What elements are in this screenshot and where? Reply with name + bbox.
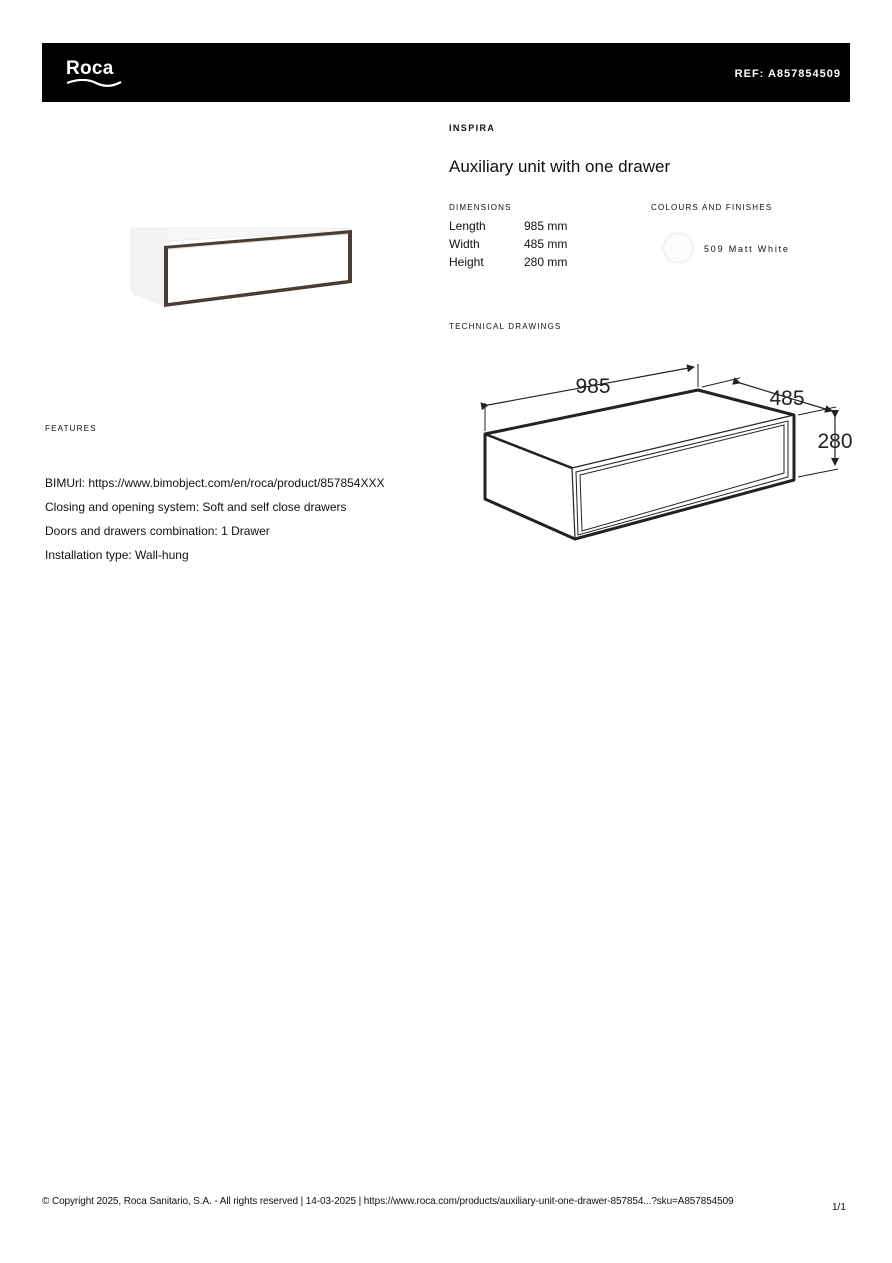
logo-wave-icon bbox=[66, 79, 122, 87]
height-dimension-label: 280 bbox=[817, 430, 853, 453]
page-header bbox=[42, 43, 850, 102]
dimension-label: Length bbox=[449, 219, 486, 233]
colours-heading: COLOURS AND FINISHES bbox=[651, 203, 773, 212]
collection-name: INSPIRA bbox=[449, 123, 496, 133]
finish-name: 509 Matt White bbox=[704, 244, 790, 254]
product-reference: REF: A857854509 bbox=[734, 68, 841, 80]
feature-item-doors-drawers: Doors and drawers combination: 1 Drawer bbox=[45, 524, 270, 538]
dimension-label: Width bbox=[449, 237, 480, 251]
dimensions-heading: DIMENSIONS bbox=[449, 203, 512, 212]
feature-item-installation: Installation type: Wall-hung bbox=[45, 548, 189, 562]
brand-wordmark: Roca bbox=[66, 58, 114, 79]
dimension-value: 485 mm bbox=[524, 237, 568, 251]
dimension-value: 280 mm bbox=[524, 255, 568, 269]
technical-drawings-heading: TECHNICAL DRAWINGS bbox=[449, 322, 562, 331]
dimension-label: Height bbox=[449, 255, 484, 269]
footer-copyright: © Copyright 2025, Roca Sanitario, S.A. - All rights reserved | 14-03-2025 | https://www.roca.com/products/auxiliary-unit-one-drawer-857854...?sku=A857854509 bbox=[42, 1196, 734, 1207]
product-image bbox=[120, 215, 370, 315]
width-dimension-label: 485 bbox=[769, 387, 805, 410]
feature-item-bimurl: BIMUrl: https://www.bimobject.com/en/roca/product/857854XXX bbox=[45, 476, 385, 490]
page-number: 1/1 bbox=[832, 1202, 846, 1213]
finish-swatch[interactable] bbox=[664, 234, 692, 262]
product-title: Auxiliary unit with one drawer bbox=[449, 157, 671, 176]
features-heading: FEATURES bbox=[45, 424, 97, 433]
length-dimension-label: 985 bbox=[575, 375, 611, 398]
dimension-value: 985 mm bbox=[524, 219, 568, 233]
feature-item-closing-system: Closing and opening system: Soft and self close drawers bbox=[45, 500, 347, 514]
roca-logo bbox=[66, 59, 124, 87]
technical-drawing bbox=[470, 355, 870, 550]
